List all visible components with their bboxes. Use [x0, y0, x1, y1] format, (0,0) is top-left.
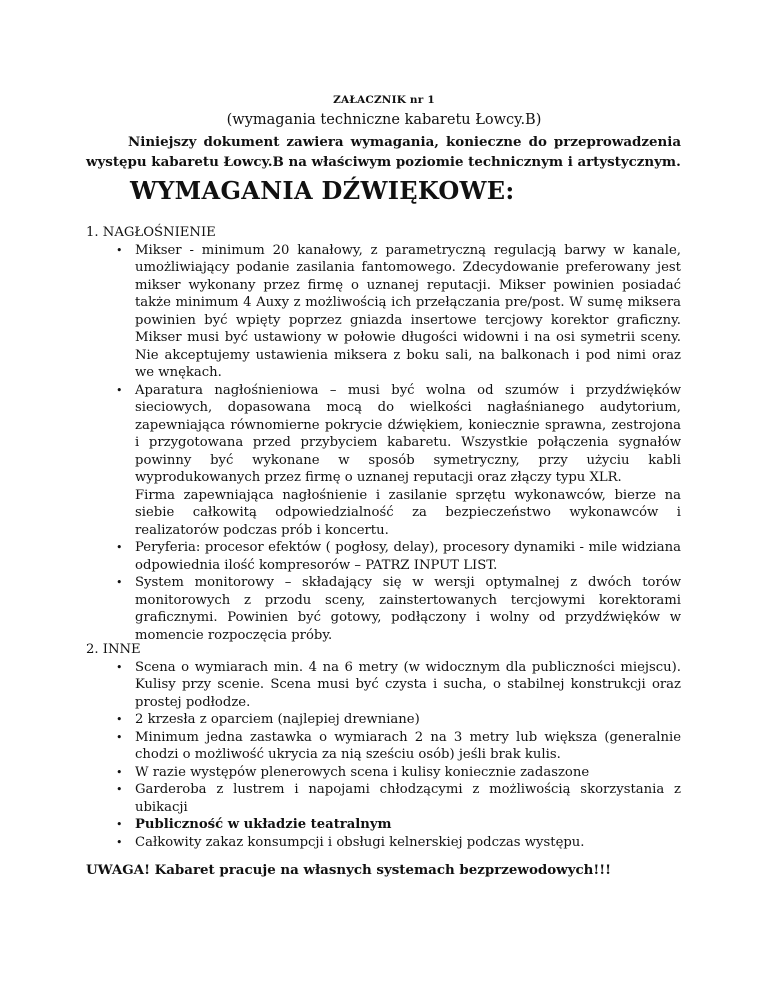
bullet-icon: •: [116, 383, 123, 397]
bullet-icon: •: [116, 730, 123, 744]
section-heading: WYMAGANIA DŹWIĘKOWE:: [130, 176, 515, 205]
bullet-icon: •: [116, 713, 123, 726]
section-naglosnienie: [86, 224, 681, 644]
section-title-naglosnienie: 1. NAGŁOŚNIENIE: [86, 225, 216, 240]
warning-note: UWAGA! Kabaret pracuje na własnych systemach bezprzewodowych!!!: [86, 862, 612, 878]
list-item-text: System monitorowy – składający się w wersji optymalnej z dwóch torów monitorowych z przodu sceny, zainstertowanych tercjowymi korektorami graficznymi. Powinien być gotowy, podłączony i wolny od przydźwięków w momencie rozpoczęcia próby.: [135, 575, 681, 643]
list-item-extra-text: Firma zapewniająca nagłośnienie i zasilanie sprzętu wykonawców, bierze na siebie całkowitą odpowiedzialność za bezpieczeństwo wykonawców i realizatorów podczas prób i koncertu.: [135, 487, 681, 538]
list-item-text: 2 krzesła z oparciem (najlepiej drewniane): [135, 712, 420, 727]
list-item: [86, 382, 681, 540]
bullet-icon: •: [116, 818, 123, 831]
intro-paragraph: Niniejszy dokument zawiera wymagania, konieczne do przeprowadzenia występu kabaretu Łowcy.B na właściwym poziomie technicznym i artystycznym.: [86, 134, 681, 170]
list-item: [86, 729, 681, 764]
list-item-text: Scena o wymiarach min. 4 na 6 metry (w widocznym dla publiczności miejscu). Kulisy przy scenie. Scena musi być czysta i sucha, o stabilnej konstrukcji oraz prostej podłodze.: [135, 659, 681, 710]
list-item-text: Garderoba z lustrem i napojami chłodzącymi z możliwością skorzystania z ubikacji: [135, 782, 681, 815]
bullet-icon: •: [116, 541, 123, 554]
list-item: [86, 242, 681, 382]
list-item: [86, 574, 681, 644]
list-item-text: Publiczność w układzie teatralnym: [135, 817, 392, 832]
section-title-inne: 2. INNE: [86, 642, 141, 657]
list-item-text: Minimum jedna zastawka o wymiarach 2 na 3 metry lub większa (generalnie chodzi o możliwość ukrycia za nią sześciu osób) jeśli brak kulis.: [135, 729, 681, 762]
list-item: [86, 834, 681, 852]
list-item: [86, 781, 681, 816]
list-item-text: W razie występów plenerowych scena i kulisy koniecznie zadaszone: [135, 764, 590, 780]
bullet-icon: •: [116, 243, 123, 257]
bullet-icon: •: [116, 576, 123, 589]
section-inne: [86, 641, 681, 851]
list-item: [86, 539, 681, 574]
list-item: [86, 659, 681, 712]
bullet-icon: •: [116, 660, 123, 674]
list-item: [86, 764, 681, 782]
list-item-text: Mikser - minimum 20 kanałowy, z parametryczną regulacją barwy w kanale, umożliwiający podanie zasilania fantomowego. Zdecydowanie preferowany jest mikser wykonany przez firmę o uznanej reputacji. Mikser powinien posiadać także minimum 4 Auxy z możliwością ich przełączania pre/post. W sumę miksera powinien być wpięty poprzez gniazda insertowe tercjowy korektor graficzny. Mikser musi być ustawiony w połowie długości widowni i na osi symetrii sceny. Nie akceptujemy ustawienia miksera z boku sali, na balkonach i pod nimi oraz we wnękach.: [135, 242, 681, 380]
list-item-text: Całkowity zakaz konsumpcji i obsługi kelnerskiej podczas występu.: [135, 834, 585, 850]
list-item: [86, 816, 681, 834]
attachment-title: ZAŁACZNIK nr 1: [333, 94, 435, 106]
inne-list: [86, 659, 681, 852]
bullet-icon: •: [116, 835, 123, 849]
list-item-text: Peryferia: procesor efektów ( pogłosy, delay), procesory dynamiki - mile widziana odpowiednia ilość kompresorów – PATRZ INPUT LIST.: [135, 540, 681, 573]
list-item-text: Aparatura nagłośnieniowa – musi być wolna od szumów i przydźwięków sieciowych, dopasowana mocą do wielkości nagłaśnianego audytorium, zapewniająca równomierne pokrycie dźwiękiem, koniecznie sprawna, zestrojona i przygotowana przed przybyciem kabaretu. Wszystkie połączenia sygnałów powinny być wykonane w sposób symetryczny, przy użyciu kabli wyprodukowanych przez firmę o uznanej reputacji oraz złączy typu XLR.: [135, 382, 681, 485]
naglosnienie-list: [86, 242, 681, 645]
bullet-icon: •: [116, 783, 123, 796]
bullet-icon: •: [116, 765, 123, 779]
list-item: [86, 711, 681, 729]
attachment-subtitle: (wymagania techniczne kabaretu Łowcy.B): [226, 112, 542, 128]
